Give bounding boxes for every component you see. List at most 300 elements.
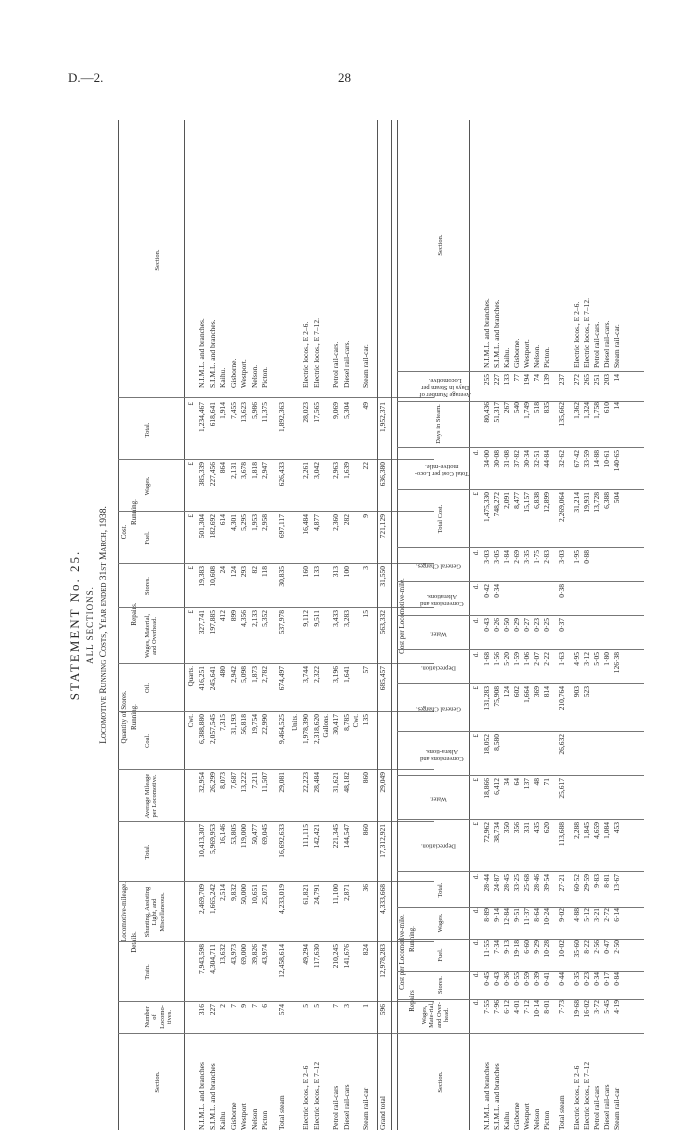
t1-railcar-1-shunt: 2,871 — [341, 884, 351, 901]
t1-total-steam-tot: 1,892,363 — [276, 402, 286, 432]
t1-electric-0-fuel: 16,484 — [301, 514, 310, 535]
t2-row-3-days: 540 — [512, 402, 521, 414]
column-divider — [397, 871, 644, 872]
t1-electric-0-stores: 160 — [301, 566, 310, 578]
unit-gallons: Gallons. — [322, 714, 330, 738]
t1-row-3-total: 53,805 — [228, 824, 238, 845]
t1-row-4-fuel: 5,295 — [239, 514, 248, 531]
t2-row-6-section-right: Picton. — [542, 346, 551, 368]
t2-col-conv2: Conversions and Alterations. — [420, 593, 464, 607]
t1-row-3-n: 7 — [228, 1004, 238, 1008]
t2-other-3-wa: 2·72 — [602, 908, 611, 922]
t1-total-steam-coal: 9,464,525 — [276, 714, 286, 744]
t2-row-0-st: 0·45 — [482, 972, 491, 986]
t2-other-0-to: 60·52 — [572, 874, 581, 892]
t1-row-2-tot: 1,914 — [218, 402, 227, 419]
t2-other-1-cost: 33·59 — [582, 450, 591, 468]
t2-row-4-days: 1,749 — [522, 402, 531, 419]
t1-electric-0-avg: 22,223 — [301, 772, 310, 793]
t1-total-steam-avg: 29,081 — [276, 772, 286, 793]
t1-row-4-rep: 4,356 — [239, 610, 248, 627]
t1-grand-total-oil: 685,457 — [377, 666, 387, 691]
t1-row-6-section-right: Picton. — [260, 366, 269, 388]
t2-row-3-tc: 8,477 — [512, 492, 521, 509]
t2-other-2-to: 9·83 — [592, 874, 601, 888]
column-divider — [118, 459, 434, 460]
t2-col-water2: Water. — [430, 630, 447, 638]
t1-row-0-train: 7,943,598 — [197, 944, 206, 974]
t1-steam-railcar-fuel: 9 — [361, 514, 370, 518]
t2-row-4-wpm: 0·27 — [522, 618, 531, 632]
t1-grand-total-total: 17,312,921 — [377, 824, 387, 858]
t2-row-2-wpm: 0·50 — [502, 618, 511, 632]
table-rule — [469, 120, 470, 1130]
t2-other-2-st: 0·34 — [592, 972, 601, 986]
t1-row-5-rep: 2,133 — [249, 610, 259, 627]
t2-other-1-dpm: 3·12 — [582, 652, 591, 666]
t2-unit-d: d. — [472, 874, 480, 880]
t1-steam-railcar-tot: 49 — [361, 402, 370, 410]
t2-total-steam-cpm: 0·38 — [557, 584, 566, 598]
page-code: D.—2. — [68, 70, 104, 85]
t1-row-0-oil: 416,251 — [197, 666, 206, 691]
t1-grand-total-avg: 29,049 — [377, 772, 387, 793]
t1-railcar-0-wages: 2,963 — [331, 462, 340, 479]
t2-other-4-avg: 14 — [612, 374, 621, 382]
group-header-details: Details. — [130, 931, 138, 953]
t2-col-total: Total. — [437, 882, 444, 898]
t2-unit-money: £ — [472, 734, 480, 738]
t2-other-2-days: 1,758 — [592, 402, 601, 419]
t2-total-steam-avg: 237 — [557, 374, 566, 386]
t2-row-2-wat: 34 — [502, 778, 511, 786]
t2-row-5-label: Nelson — [532, 1108, 541, 1130]
t1-row-6-tot: 11,375 — [260, 402, 269, 423]
col-section: Section. — [154, 1071, 161, 1093]
t1-row-3-stores: 124 — [228, 566, 238, 578]
t2-row-1-dpm: 1·56 — [492, 652, 501, 666]
col-header-stores: Stores. — [144, 577, 151, 595]
group-header-running: Running. — [130, 704, 138, 730]
t2-row-6-wat: 71 — [542, 778, 551, 786]
t2-other-2-fu: 2·56 — [592, 940, 601, 954]
t2-other-2-wm: 3·72 — [592, 1000, 601, 1014]
t1-row-6-fuel: 2,958 — [260, 514, 269, 531]
t1-electric-0-rep: 9,112 — [301, 610, 310, 627]
t1-railcar-1-stores: 100 — [341, 566, 351, 578]
t2-row-2-cost: 31·08 — [502, 450, 511, 468]
t2-row-4-wm: 7·12 — [522, 1000, 531, 1014]
t2-unit-d: d. — [472, 940, 480, 946]
t1-row-2-stores: 24 — [218, 566, 227, 574]
t2-row-3-gen: 602 — [512, 686, 521, 698]
t1-row-0-stores: 19,383 — [197, 566, 206, 587]
t1-row-1-n: 227 — [207, 1004, 217, 1016]
t2-row-4-avg: 194 — [522, 374, 531, 386]
t1-total-steam-rep: 537,978 — [276, 610, 286, 635]
t2-other-1-fu: 8·22 — [582, 940, 591, 954]
t1-total-steam-oil: 674,497 — [276, 666, 286, 691]
t1-row-4-stores: 293 — [239, 566, 248, 578]
t1-row-1-section-right: S.I.M.L. and branches. — [207, 319, 217, 388]
col-header-wages_material: Wages, Material, and Overhead. — [144, 613, 159, 659]
t2-row-1-tc: 748,272 — [492, 492, 501, 517]
t2-row-3-section-right: Gisborne. — [512, 338, 521, 368]
t2-other-1-wa: 5·12 — [582, 908, 591, 922]
t2-row-2-st: 0·36 — [502, 972, 511, 986]
t2-row-6-tc: 12,899 — [542, 492, 551, 513]
table-rule — [397, 120, 398, 1130]
t2-row-1-avg: 227 — [492, 374, 501, 386]
t2-other-1-label: Electric locos., E 7–12 — [582, 1061, 591, 1130]
col-header-avg_mileage: Average Mileage per Locomotive. — [144, 773, 159, 819]
t2-row-3-wat: 64 — [512, 778, 521, 786]
t1-electric-1-shunt: 24,791 — [311, 884, 321, 905]
table-caption: Locomotive Running Costs, Year ended 31st March, 1938. — [99, 506, 109, 744]
t2-other-3-st: 0·17 — [602, 972, 611, 986]
t2-other-3-days: 610 — [602, 402, 611, 414]
t1-row-5-avg: 7,211 — [249, 772, 259, 789]
t2-other-4-to: 13·67 — [612, 874, 621, 892]
t2-other-2-label: Petrol rail-cars — [592, 1085, 601, 1130]
column-divider — [118, 881, 434, 882]
t2-row-3-wpm: 0·29 — [512, 618, 521, 632]
t2-row-1-gpm: 3·05 — [492, 550, 501, 564]
t1-row-0-rep: 327,741 — [197, 610, 206, 635]
t1-row-2-section-right: Kaihu. — [218, 367, 227, 388]
t2-other-3-cost: 10·61 — [602, 450, 611, 468]
t2-row-1-to: 24·87 — [492, 874, 501, 892]
t1-row-3-section-right: Gisborne. — [228, 358, 238, 388]
t1-electric-0-section-right: Electric locos., E 2–6. — [301, 321, 310, 388]
t1-electric-1-total: 142,421 — [311, 824, 321, 849]
column-divider — [118, 607, 434, 608]
t2-other-0-days: 1,362 — [572, 402, 581, 419]
t2-unit-d: d. — [472, 652, 480, 658]
t1-row-4-oil: 5,098 — [239, 666, 248, 683]
t2-col-days: Days in Steam. — [435, 404, 442, 444]
t2-total-steam-wa: 9·02 — [557, 908, 566, 922]
t1-row-4-avg: 13,222 — [239, 772, 248, 793]
column-divider — [118, 821, 434, 822]
t1-railcar-0-tot: 9,069 — [331, 402, 340, 419]
t2-row-5-wm: 10·14 — [532, 1000, 541, 1018]
t2-row-1-dep: 38,734 — [492, 822, 501, 843]
t2-row-4-section-right: Westport. — [522, 339, 531, 368]
table-rule — [118, 120, 119, 1130]
t2-group-cost-per-mile: Cost per Locomotive-mile. — [398, 914, 406, 990]
t2-row-4-gpm: 3·35 — [522, 550, 531, 564]
t2-other-1-days: 1,324 — [582, 402, 591, 419]
t2-row-2-wm: 6·12 — [502, 1000, 511, 1014]
t2-row-4-cost: 30·34 — [522, 450, 531, 468]
t1-grand-total-n: 596 — [377, 1004, 387, 1016]
t1-row-6-coal: 22,990 — [260, 714, 269, 735]
t2-other-1-avg: 265 — [582, 374, 591, 386]
t1-steam-railcar-stores: 3 — [361, 566, 370, 570]
t1-electric-0-tot: 28,023 — [301, 402, 310, 423]
t2-col-stores: Stores. — [437, 976, 444, 994]
t2-row-0-avg: 255 — [482, 374, 491, 386]
t2-row-6-wpm: 0·25 — [542, 618, 551, 632]
t1-row-6-label: Picton — [260, 1110, 269, 1130]
col-header-number: Number of Locomo-tives. — [144, 1005, 174, 1029]
t2-row-0-section-right: N.I.M.L. and branches. — [482, 298, 491, 368]
t2-total-steam-days: 135,662 — [557, 402, 566, 427]
t2-row-0-dpm: 1·68 — [482, 652, 491, 666]
t2-other-4-wm: 4·19 — [612, 1000, 621, 1014]
t2-other-1-tc: 19,931 — [582, 492, 591, 513]
t1-row-5-train: 39,826 — [249, 944, 259, 965]
t2-row-5-avg: 74 — [532, 374, 541, 382]
t2-other-2-wa: 3·21 — [592, 908, 601, 922]
t2-unit-d: d. — [472, 618, 480, 624]
t2-row-1-days: 51,317 — [492, 402, 501, 423]
t1-row-3-avg: 7,687 — [228, 772, 238, 789]
t2-other-1-wm: 16·02 — [582, 1000, 591, 1018]
t2-row-4-wat: 137 — [522, 778, 531, 790]
t1-railcar-1-tot: 5,304 — [341, 402, 351, 419]
column-divider — [397, 731, 644, 732]
t2-row-1-gen: 75,908 — [492, 686, 501, 707]
t2-other-0-st: 0·35 — [572, 972, 581, 986]
t2-other-3-to: 8·81 — [602, 874, 611, 888]
t2-row-5-dpm: 2·07 — [532, 652, 541, 666]
col-header-coal: Coal. — [144, 734, 151, 748]
t2-row-0-dep: 72,962 — [482, 822, 491, 843]
t2-total-steam-wpm: 0·37 — [557, 618, 566, 632]
t1-railcar-0-shunt: 11,100 — [331, 884, 340, 905]
t2-total-steam-label: Total steam — [557, 1095, 566, 1130]
t1-row-1-wages: 227,456 — [207, 462, 217, 487]
t1-row-6-shunt: 25,071 — [260, 884, 269, 905]
t1-row-0-label: N.I.M.L. and branches — [197, 1062, 206, 1130]
unit-oil: Quarts. — [187, 666, 195, 687]
t2-row-2-wa: 12·84 — [502, 908, 511, 926]
t2-unit-d: d. — [472, 450, 480, 456]
t1-electric-0-shunt: 61,821 — [301, 884, 310, 905]
t1-electric-0-oil: 3,744 — [301, 666, 310, 683]
t2-row-0-wpm: 0·43 — [482, 618, 491, 632]
t1-row-2-train: 13,632 — [218, 944, 227, 965]
t2-other-0-fu: 35·60 — [572, 940, 581, 958]
t1-row-0-coal: 6,388,880 — [197, 714, 206, 744]
t2-row-5-wpm: 0·23 — [532, 618, 541, 632]
t1-row-1-label: S.I.M.L. and branches — [207, 1063, 217, 1130]
t2-other-2-avg: 251 — [592, 374, 601, 386]
t1-steam-railcar-label: Steam rail-car — [361, 1087, 370, 1130]
unit-money: £ — [187, 610, 195, 614]
t2-other-0-dep: 2,288 — [572, 822, 581, 839]
t2-row-0-tc: 1,475,330 — [482, 492, 491, 522]
t2-row-6-fu: 10·28 — [542, 940, 551, 958]
column-divider — [118, 397, 434, 398]
col-header-oil: Oil. — [144, 683, 151, 693]
t1-row-6-oil: 2,782 — [260, 666, 269, 683]
t2-other-1-gpm: 0·88 — [582, 550, 591, 564]
t1-railcar-0-stores: 313 — [331, 566, 340, 578]
t2-col-section: Section. — [437, 1071, 444, 1093]
unit-money: £ — [187, 566, 195, 570]
t1-steam-railcar-wages: 22 — [361, 462, 370, 470]
t1-row-2-total: 16,146 — [218, 824, 227, 845]
t1-electric-0-coal: 1,978,390 — [301, 714, 310, 744]
t1-row-2-coal: 7,315 — [218, 714, 227, 731]
t1-row-1-avg: 26,299 — [207, 772, 217, 793]
col-header-wages: Wages. — [144, 476, 151, 496]
t2-row-2-gen: 124 — [502, 686, 511, 698]
t2-row-0-wm: 7·55 — [482, 1000, 491, 1014]
t1-row-5-fuel: 1,953 — [249, 514, 259, 531]
t2-group-repairs: Repairs — [408, 990, 416, 1012]
t2-row-0-label: N.I.M.L. and branches — [482, 1062, 491, 1130]
t2-other-1-st: 0·23 — [582, 972, 591, 986]
t1-row-0-tot: 1,234,467 — [197, 402, 206, 432]
t1-row-3-oil: 2,942 — [228, 666, 238, 683]
t1-row-2-oil: 480 — [218, 666, 227, 678]
unit-money: £ — [187, 402, 195, 406]
t2-unit-d: d. — [472, 550, 480, 556]
t2-row-5-wat: 48 — [532, 778, 541, 786]
t2-total-steam-cost: 32·62 — [557, 450, 566, 468]
t1-row-5-stores: 82 — [249, 566, 259, 574]
t2-unit-money: £ — [472, 686, 480, 690]
column-divider — [118, 1001, 434, 1002]
t2-row-0-days: 80,436 — [482, 402, 491, 423]
t2-row-2-fu: 9·13 — [502, 940, 511, 954]
t2-row-1-conv: 8,580 — [492, 734, 501, 751]
t2-total-steam-to: 27·21 — [557, 874, 566, 892]
t1-railcar-1-rep: 3,283 — [341, 610, 351, 627]
column-divider — [397, 683, 644, 684]
t2-other-2-tc: 13,728 — [592, 492, 601, 513]
t1-row-3-shunt: 9,832 — [228, 884, 238, 901]
t2-row-0-to: 28·44 — [482, 874, 491, 892]
t1-railcar-1-n: 3 — [341, 1004, 351, 1008]
sections-title: ALL SECTIONS. — [85, 586, 95, 664]
t1-electric-0-total: 111,115 — [301, 824, 310, 848]
column-divider — [397, 775, 644, 776]
t1-electric-1-wages: 3,042 — [311, 462, 321, 479]
t1-row-0-fuel: 501,304 — [197, 514, 206, 539]
column-divider — [118, 663, 434, 664]
group-header-repairs: Repairs. — [130, 602, 138, 626]
t2-other-4-label: Steam rail-car — [612, 1087, 621, 1130]
t2-row-2-dep: 350 — [502, 822, 511, 834]
t1-railcar-0-n: 7 — [331, 1004, 340, 1008]
t2-group-cost-per-mile-2: Cost per Locomotive-mile. — [398, 578, 406, 654]
t1-row-2-shunt: 2,514 — [218, 884, 227, 901]
t2-unit-d: d. — [472, 908, 480, 914]
t2-other-4-cost: 140·65 — [612, 450, 621, 472]
t1-railcar-1-section-right: Diesel rail-cars. — [341, 340, 351, 388]
t2-row-0-wa: 8·89 — [482, 908, 491, 922]
t2-col-gen2: General Charges. — [415, 562, 461, 570]
t1-grand-total-wages: 636,380 — [377, 462, 387, 487]
t1-railcar-1-total: 144,547 — [341, 824, 351, 849]
t2-row-0-cpm: 0·42 — [482, 584, 491, 598]
t2-row-6-to: 39·54 — [542, 874, 551, 892]
t2-row-4-gen: 1,664 — [522, 686, 531, 703]
t2-total-steam-dep: 113,688 — [557, 822, 566, 847]
t1-row-1-rep: 197,885 — [207, 610, 217, 635]
t1-steam-railcar-avg: 860 — [361, 772, 370, 784]
t1-grand-total-shunt: 4,333,668 — [377, 884, 387, 914]
t1-row-1-train: 4,304,711 — [207, 944, 217, 974]
t1-row-3-rep: 899 — [228, 610, 238, 622]
t1-railcar-1-coal: 8,785 — [341, 714, 351, 731]
t1-row-5-label: Nelson — [249, 1108, 259, 1130]
t2-row-6-gpm: 2·83 — [542, 550, 551, 564]
t1-electric-1-n: 5 — [311, 1004, 321, 1008]
column-divider — [397, 615, 644, 616]
group-header-quantity-stores: Quantity of Stores. — [120, 690, 128, 744]
t1-railcar-1-avg: 48,182 — [341, 772, 351, 793]
t2-unit-money: £ — [472, 492, 480, 496]
t2-other-2-dep: 4,659 — [592, 822, 601, 839]
t1-railcar-0-train: 210,245 — [331, 944, 340, 969]
t2-other-3-tc: 6,388 — [602, 492, 611, 509]
t2-total-steam-tc: 2,269,064 — [557, 492, 566, 522]
t2-row-4-fu: 6·60 — [522, 940, 531, 954]
column-divider — [118, 711, 434, 712]
t1-row-2-rep: 412 — [218, 610, 227, 622]
t1-row-4-n: 9 — [239, 1004, 248, 1008]
column-divider — [397, 447, 644, 448]
t1-row-0-avg: 32,954 — [197, 772, 206, 793]
t2-row-0-conv: 18,052 — [482, 734, 491, 755]
t1-row-5-n: 7 — [249, 1004, 259, 1008]
t2-row-4-label: Westport — [522, 1103, 531, 1130]
t1-electric-1-tot: 17,565 — [311, 402, 321, 423]
t2-row-5-st: 0·39 — [532, 972, 541, 986]
unit-units: Units. — [291, 714, 299, 731]
t1-row-4-coal: 56,818 — [239, 714, 248, 735]
t2-other-1-gen: 523 — [582, 686, 591, 698]
t2-row-4-dep: 331 — [522, 822, 531, 834]
t1-electric-1-section-right: Electric locos., E 7–12. — [311, 318, 321, 388]
t2-row-1-wat: 6,412 — [492, 778, 501, 795]
t2-unit-money: £ — [472, 778, 480, 782]
t1-electric-0-train: 49,294 — [301, 944, 310, 965]
t1-row-2-label: Kaihu — [218, 1111, 227, 1130]
rotated-table — [62, 120, 648, 1130]
t2-row-5-wa: 8·64 — [532, 908, 541, 922]
t1-grand-total-stores: 31,550 — [377, 566, 387, 587]
t2-row-5-to: 28·46 — [532, 874, 541, 892]
t2-row-1-label: S.I.M.L. and branches — [492, 1063, 501, 1130]
t1-electric-0-wages: 2,261 — [301, 462, 310, 479]
t2-other-4-dpm: 126·38 — [612, 652, 621, 674]
t1-railcar-0-label: Petrol rail-cars — [331, 1085, 340, 1130]
t2-row-5-section-right: Nelson. — [532, 344, 541, 368]
t2-col-total-cost: Total Cost. — [437, 504, 444, 534]
t1-total-steam-wages: 626,433 — [276, 462, 286, 487]
t1-total-steam-n: 574 — [276, 1004, 286, 1016]
t1-steam-railcar-rep: 15 — [361, 610, 370, 618]
t2-other-0-cost: 67·42 — [572, 450, 581, 468]
t1-row-5-section-right: Nelson. — [249, 364, 259, 388]
t2-row-6-wm: 8·01 — [542, 1000, 551, 1014]
t2-other-4-days: 14 — [612, 402, 621, 410]
t2-row-5-fu: 9·29 — [532, 940, 541, 954]
t1-railcar-0-fuel: 2,360 — [331, 514, 340, 531]
t1-row-6-wages: 2,947 — [260, 462, 269, 479]
t2-row-3-wm: 4·01 — [512, 1000, 521, 1014]
t2-total-steam-wm: 7·73 — [557, 1000, 566, 1014]
t2-row-3-avg: 77 — [512, 374, 521, 382]
t1-row-2-avg: 8,073 — [218, 772, 227, 789]
